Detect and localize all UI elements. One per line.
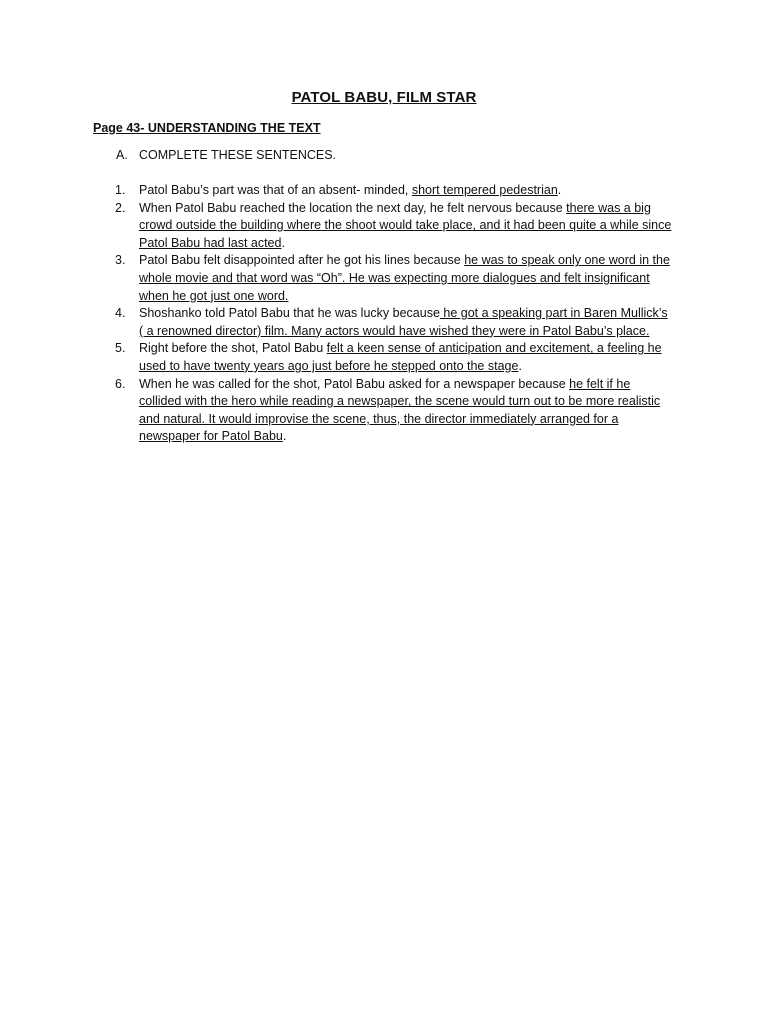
item-answer: he felt if he collided with the hero while reading a newspaper, the scene would turn out to be more realistic and natural. It would improvise the scene, thus, the director immediately arranged for a newspaper for Patol Babu <box>139 376 661 444</box>
instruction-marker: A. <box>116 148 128 162</box>
document-title: PATOL BABU, FILM STAR <box>291 89 477 106</box>
item-number: 2. <box>115 200 126 215</box>
list-item <box>112 376 672 446</box>
list-item <box>112 252 672 305</box>
item-number: 3. <box>115 253 126 268</box>
section-heading: Page 43- UNDERSTANDING THE TEXT <box>93 121 321 135</box>
item-answer: short tempered pedestrian <box>411 183 558 197</box>
list-item <box>112 200 672 253</box>
item-number: 1. <box>115 183 126 197</box>
item-number: 4. <box>115 306 126 321</box>
item-number: 6. <box>115 376 126 391</box>
item-tail: . <box>281 235 285 250</box>
item-prompt: Patol Babu’s part was that of an absent- minded, <box>139 183 412 197</box>
list-item <box>112 340 672 375</box>
item-prompt: Right before the shot, Patol Babu <box>139 341 327 356</box>
item-answer: felt a keen sense of anticipation and excitement, a feeling he used to have twenty years ago just before he stepped onto the stage <box>139 341 662 373</box>
item-tail: . <box>282 429 287 444</box>
item-number: 5. <box>115 341 126 356</box>
answer-list <box>112 182 672 446</box>
item-prompt: When he was called for the shot, Patol Babu asked for a newspaper because <box>139 376 570 391</box>
item-tail: . <box>557 183 562 197</box>
list-item <box>112 305 672 340</box>
instruction <box>116 148 336 162</box>
item-answer: he got a speaking part in Baren Mullick’s ( a renowned director) film. Many actors would have wished they were in Patol Babu’s place. <box>139 306 668 338</box>
item-prompt: Patol Babu felt disappointed after he got his lines because <box>139 253 465 268</box>
item-prompt: Shoshanko told Patol Babu that he was lucky because <box>139 306 440 321</box>
item-answer: he was to speak only one word in the whole movie and that word was “Oh”. He was expecting more dialogues and felt insignificant when he got just one word. <box>139 253 670 303</box>
instruction-text: COMPLETE THESE SENTENCES. <box>139 148 337 162</box>
item-tail: . <box>518 358 522 373</box>
list-item <box>112 182 672 200</box>
item-prompt: When Patol Babu reached the location the next day, he felt nervous because <box>139 200 567 215</box>
item-answer: there was a big crowd outside the building where the shoot would take place, and it had been quite a while since Patol Babu had last acted <box>139 200 672 250</box>
